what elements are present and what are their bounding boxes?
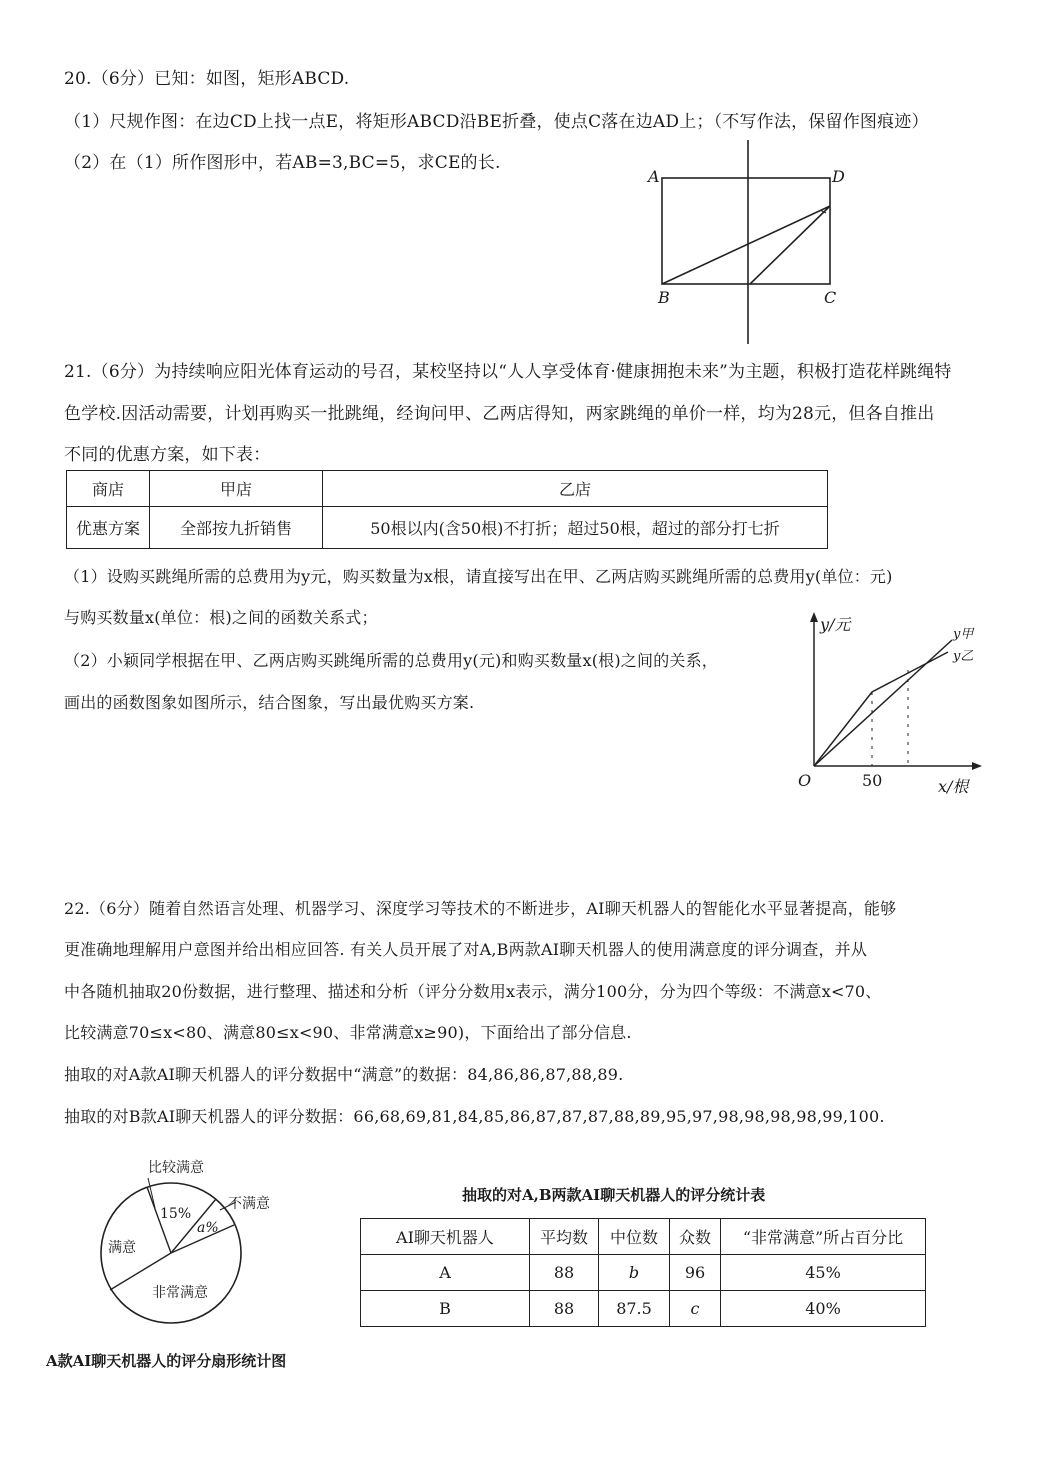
q21-sub1b: 与购买数量x(单位：根)之间的函数关系式； [64,608,378,627]
q22-line4: 比较满意70≤x<80、满意80≤x<90、非常满意x≥90)，下面给出了部分信息. [64,1023,632,1042]
q22-line1: 22.（6分）随着自然语言处理、机器学习、深度学习等技术的不断进步，AI聊天机器人的智能化水平显著提高，能够 [64,899,897,918]
q20-title: 20.（6分）已知：如图，矩形ABCD. [64,69,350,89]
stats-cell: 87.5 [599,1291,670,1327]
label-a: A [648,167,660,186]
q20-part1: （1）尺规作图：在边CD上找一点E，将矩形ABCD沿BE折叠，使点C落在边AD上；（不写作法，保留作图痕迹） [64,112,929,132]
satisfaction-pie-chart [70,1150,320,1350]
stats-header: “非常满意”所占百分比 [721,1219,926,1255]
table-cell: 全部按九折销售 [150,507,323,549]
pie-label-somewhat-satisfied: 比较满意 [148,1160,204,1176]
stats-cell: 88 [530,1255,599,1291]
rectangle-figure [640,138,860,348]
stats-cell: b [599,1255,670,1291]
stats-table [360,1218,926,1327]
pie-pct-a: a% [197,1220,219,1236]
label-d: D [832,167,845,186]
label-b: B [658,288,670,307]
stats-cell: 88 [530,1291,599,1327]
pie-pct-15: 15% [160,1206,192,1222]
discount-table [66,470,828,549]
pie-label-satisfied: 满意 [108,1240,136,1256]
stats-cell: A [361,1255,530,1291]
table-header: 商店 [67,471,150,507]
table-cell: 50根以内(含50根)不打折；超过50根，超过的部分打七折 [323,507,828,549]
pie-label-very-satisfied: 非常满意 [152,1285,208,1301]
price-graph [780,608,990,803]
q22-line3: 中各随机抽取20份数据，进行整理、描述和分析（评分分数用x表示，满分100分，分为四个等级：不满意x<70、 [64,982,882,1001]
origin-label: O [798,771,812,790]
stats-cell: 45% [721,1255,926,1291]
table-header: 乙店 [323,471,828,507]
stats-header: AI聊天机器人 [361,1219,530,1255]
stats-cell: 40% [721,1291,926,1327]
line-y-jia-label: y甲 [953,627,974,642]
q21-line3: 不同的优惠方案，如下表： [64,445,271,465]
q22-line2: 更准确地理解用户意图并给出相应回答. 有关人员开展了对A,B两款AI聊天机器人的使用满意度的评分调查，并从 [64,940,868,959]
q21-line1: 21.（6分）为持续响应阳光体育运动的号召，某校坚持以“人人享受体育·健康拥抱未来”为主题，积极打造花样跳绳特 [64,362,952,382]
tick-50: 50 [862,771,883,790]
q22-line6: 抽取的对B款AI聊天机器人的评分数据：66,68,69,81,84,85,86,87,87,87,88,89,95,97,98,98,98,98,99,100. [64,1107,885,1126]
table-header: 甲店 [150,471,323,507]
q20-part2: （2）在（1）所作图形中，若AB=3,BC=5，求CE的长. [64,153,501,173]
stats-cell: B [361,1291,530,1327]
stats-header: 中位数 [599,1219,670,1255]
line-y-yi-label: y乙 [953,649,974,664]
y-axis-label: y/元 [820,615,851,634]
stats-header: 平均数 [530,1219,599,1255]
pie-label-dissatisfied: 不满意 [228,1196,270,1212]
q21-line2: 色学校.因活动需要，计划再购买一批跳绳，经询问甲、乙两店得知，两家跳绳的单价一样，均为28元，但各自推出 [64,404,935,424]
label-c: C [824,288,837,307]
table-cell: 优惠方案 [67,507,150,549]
x-axis-label: x/根 [938,777,969,796]
q21-sub2b: 画出的函数图象如图所示，结合图象，写出最优购买方案. [64,693,475,712]
stats-header: 众数 [670,1219,721,1255]
pie-caption: A款AI聊天机器人的评分扇形统计图 [46,1352,287,1370]
stats-cell: 96 [670,1255,721,1291]
q21-sub1a: （1）设购买跳绳所需的总费用为y元，购买数量为x根，请直接写出在甲、乙两店购买跳绳所需的总费用y(单位：元) [64,567,893,586]
stats-table-caption: 抽取的对A,B两款AI聊天机器人的评分统计表 [462,1186,766,1204]
q21-sub2a: （2）小颖同学根据在甲、乙两店购买跳绳所需的总费用y(元)和购买数量x(根)之间的关系， [64,651,719,670]
q22-line5: 抽取的对A款AI聊天机器人的评分数据中“满意”的数据：84,86,86,87,88,89. [64,1065,624,1084]
stats-cell: c [670,1291,721,1327]
